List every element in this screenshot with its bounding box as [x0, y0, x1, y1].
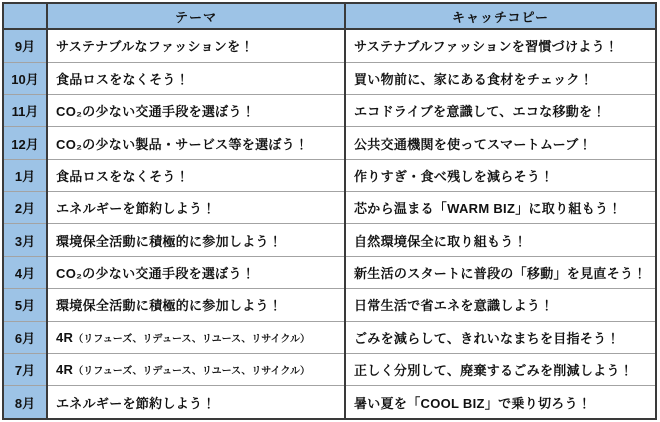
month-cell: 6月 [3, 321, 47, 353]
table-row [3, 321, 656, 353]
monthly-theme-table [2, 2, 657, 420]
theme-text: 環境保全活動に積極的に参加しよう！ [56, 298, 283, 314]
copy-cell: 芯から温まる「WARM BIZ」に取り組もう！ [345, 192, 656, 224]
theme-text: CO₂の少ない製品・サービス等を選ぼう！ [56, 136, 309, 152]
month-cell: 1月 [3, 159, 47, 191]
month-cell: 9月 [3, 29, 47, 62]
table-row [3, 29, 656, 62]
table-row [3, 386, 656, 419]
copy-cell: サステナブルファッションを習慣づけよう！ [345, 29, 656, 62]
theme-cell [47, 159, 345, 191]
theme-cell [47, 321, 345, 353]
table-row [3, 95, 656, 127]
copy-cell: 新生活のスタートに普段の「移動」を見直そう！ [345, 256, 656, 288]
copy-cell: 日常生活で省エネを意識しよう！ [345, 289, 656, 321]
theme-cell [47, 29, 345, 62]
month-cell: 10月 [3, 62, 47, 94]
theme-cell [47, 62, 345, 94]
table-row [3, 289, 656, 321]
copy-cell: 暑い夏を「COOL BIZ」で乗り切ろう！ [345, 386, 656, 419]
theme-cell [47, 289, 345, 321]
theme-text: 食品ロスをなくそう！ [56, 168, 190, 184]
month-cell: 11月 [3, 95, 47, 127]
theme-cell [47, 192, 345, 224]
theme-text: CO₂の少ない交通手段を選ぼう！ [56, 104, 256, 120]
month-cell: 3月 [3, 224, 47, 256]
theme-cell [47, 224, 345, 256]
theme-text: エネルギーを節約しよう！ [56, 395, 216, 411]
theme-cell [47, 127, 345, 159]
month-cell: 12月 [3, 127, 47, 159]
copy-cell: 買い物前に、家にある食材をチェック！ [345, 62, 656, 94]
theme-text: 4R [56, 329, 74, 345]
copy-cell: 自然環境保全に取り組もう！ [345, 224, 656, 256]
theme-cell [47, 256, 345, 288]
month-cell: 5月 [3, 289, 47, 321]
table-body [3, 29, 656, 419]
theme-text: CO₂の少ない交通手段を選ぼう！ [56, 266, 256, 281]
copy-cell: エコドライブを意識して、エコな移動を！ [345, 95, 656, 127]
column-header-copy: キャッチコピー [345, 3, 656, 29]
column-header-corner [3, 3, 47, 29]
copy-cell: 作りすぎ・食べ残しを減らそう！ [345, 159, 656, 191]
month-cell: 8月 [3, 386, 47, 419]
column-header-theme: テーマ [47, 3, 345, 29]
table-row [3, 224, 656, 256]
copy-cell: 正しく分別して、廃棄するごみを削減しよう！ [345, 353, 656, 385]
theme-note-text: （リフューズ、リデュース、リユース、リサイクル） [73, 366, 311, 378]
theme-cell [47, 95, 345, 127]
copy-cell: 公共交通機関を使ってスマートムーブ！ [345, 127, 656, 159]
table-row [3, 192, 656, 224]
theme-text: 食品ロスをなくそう！ [56, 71, 190, 87]
month-cell: 7月 [3, 353, 47, 385]
theme-text: サステナブルなファッションを！ [56, 39, 254, 55]
theme-cell [47, 386, 345, 419]
theme-text: エネルギーを節約しよう！ [56, 201, 216, 217]
theme-note-text: （リフューズ、リデュース、リユース、リサイクル） [73, 333, 311, 345]
month-cell: 2月 [3, 192, 47, 224]
copy-cell: ごみを減らして、きれいなまちを目指そう！ [345, 321, 656, 353]
table-row [3, 353, 656, 385]
table-header [3, 3, 656, 29]
theme-cell [47, 353, 345, 385]
header-row [3, 3, 656, 29]
table-row [3, 62, 656, 94]
table-row [3, 159, 656, 191]
table-row [3, 127, 656, 159]
month-cell: 4月 [3, 256, 47, 288]
theme-text: 環境保全活動に積極的に参加しよう！ [56, 233, 283, 249]
theme-text: 4R [56, 362, 74, 378]
table-row [3, 256, 656, 288]
